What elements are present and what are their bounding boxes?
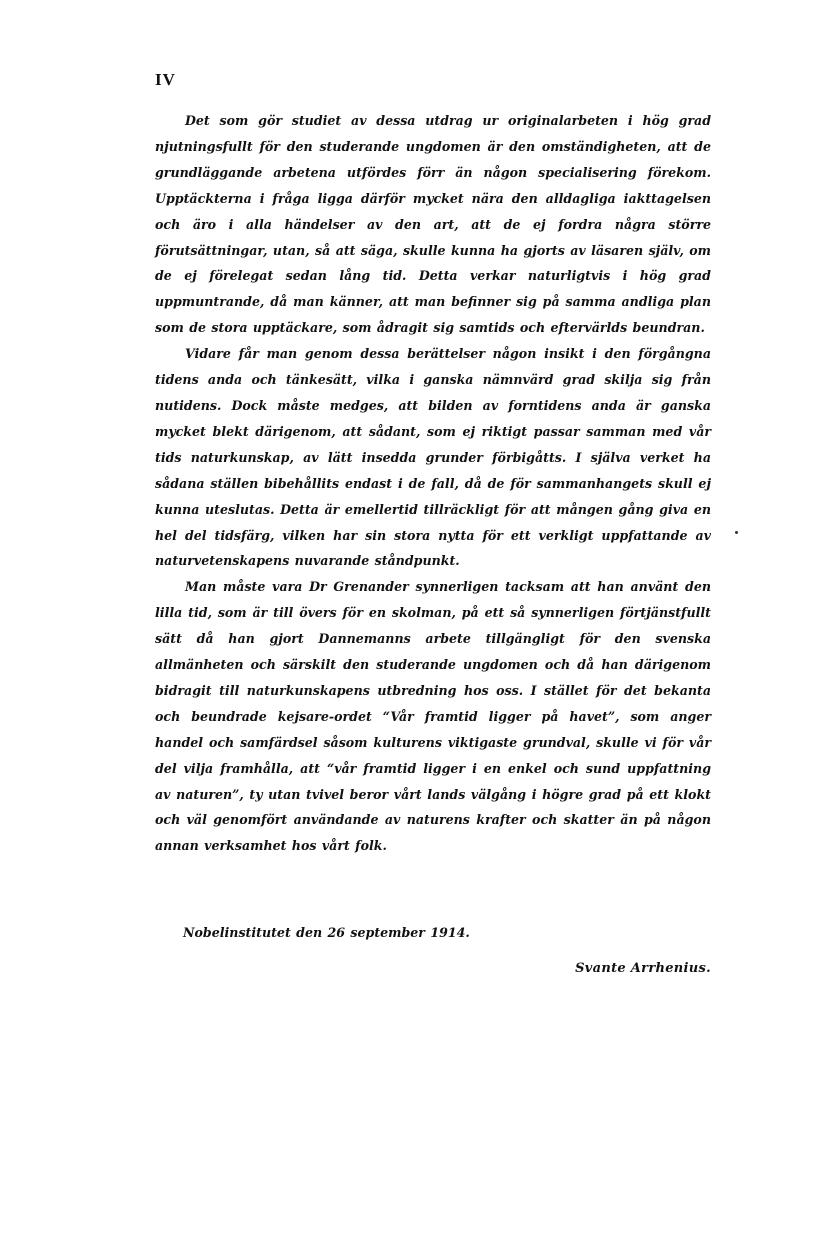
signature: Svante Arrhenius. [575,961,711,976]
print-speck [735,531,738,534]
paragraph-2: Vidare får man genom dessa berättelser någon insikt i den förgångna tidens anda och tänkesätt, vilka i ganska nämnvärd grad skilja sig från nutidens. Dock måste medges, att bilden av forntidens anda är ganska mycket blekt därigenom, att sådant, som ej riktigt passar samman med vår tids naturkunskap, av lätt insedda grunder förbigåtts. I själva verket ha sådana ställen bibehållits endast i de fall, då de för sammanhangets skull ej kunna uteslutas. Detta är emellertid tillräckligt för att mången gång giva en hel del tidsfärg, vilken har sin stora nytta för ett verkligt uppfattande av naturvetenskapens nuvarande ståndpunkt. [155,346,711,569]
paragraph-1: Det som gör studiet av dessa utdrag ur originalarbeten i hög grad njutningsfullt för den studerande ungdomen är den omständigheten, att de grundläggande arbetena utfördes förr än någon specialisering förekom. Upptäckterna i fråga ligga därför mycket nära den alldagliga iakttagelsen och äro i alla händelser av den art, att de ej fordra några större förutsättningar, utan, så att säga, skulle kunna ha gjorts av läsaren själv, om de ej förelegat sedan lång tid. Detta verkar naturligtvis i hög grad uppmuntrande, då man känner, att man befinner sig på samma andliga plan som de stora upptäckare, som ådragit sig samtids och eftervärlds beundran. [155,113,711,336]
preface-body [155,108,711,859]
paragraph-3: Man måste vara Dr Grenander synnerligen tacksam att han använt den lilla tid, som är till övers för en skolman, på ett så synnerligen förtjänstfullt sätt då han gjort Dannemanns arbete tillgängligt för den svenska allmänheten och särskilt den studerande ungdomen och då han därigenom bidragit till naturkunskapens utbredning hos oss. I stället för det bekanta och beundrade kejsare-ordet “Vår framtid ligger på havet”, som anger handel och samfärdsel såsom kulturens viktigaste grundval, skulle vi för vår del vilja framhålla, att “vår framtid ligger i en enkel och sund uppfattning av naturen”, ty utan tvivel beror vårt lands välgång i högre grad på ett klokt och väl genomfört användande av naturens krafter och skatter än på någon annan verksamhet hos vårt folk. [155,579,711,854]
page-number: IV [155,70,176,89]
dateline: Nobelinstitutet den 26 september 1914. [183,925,470,940]
